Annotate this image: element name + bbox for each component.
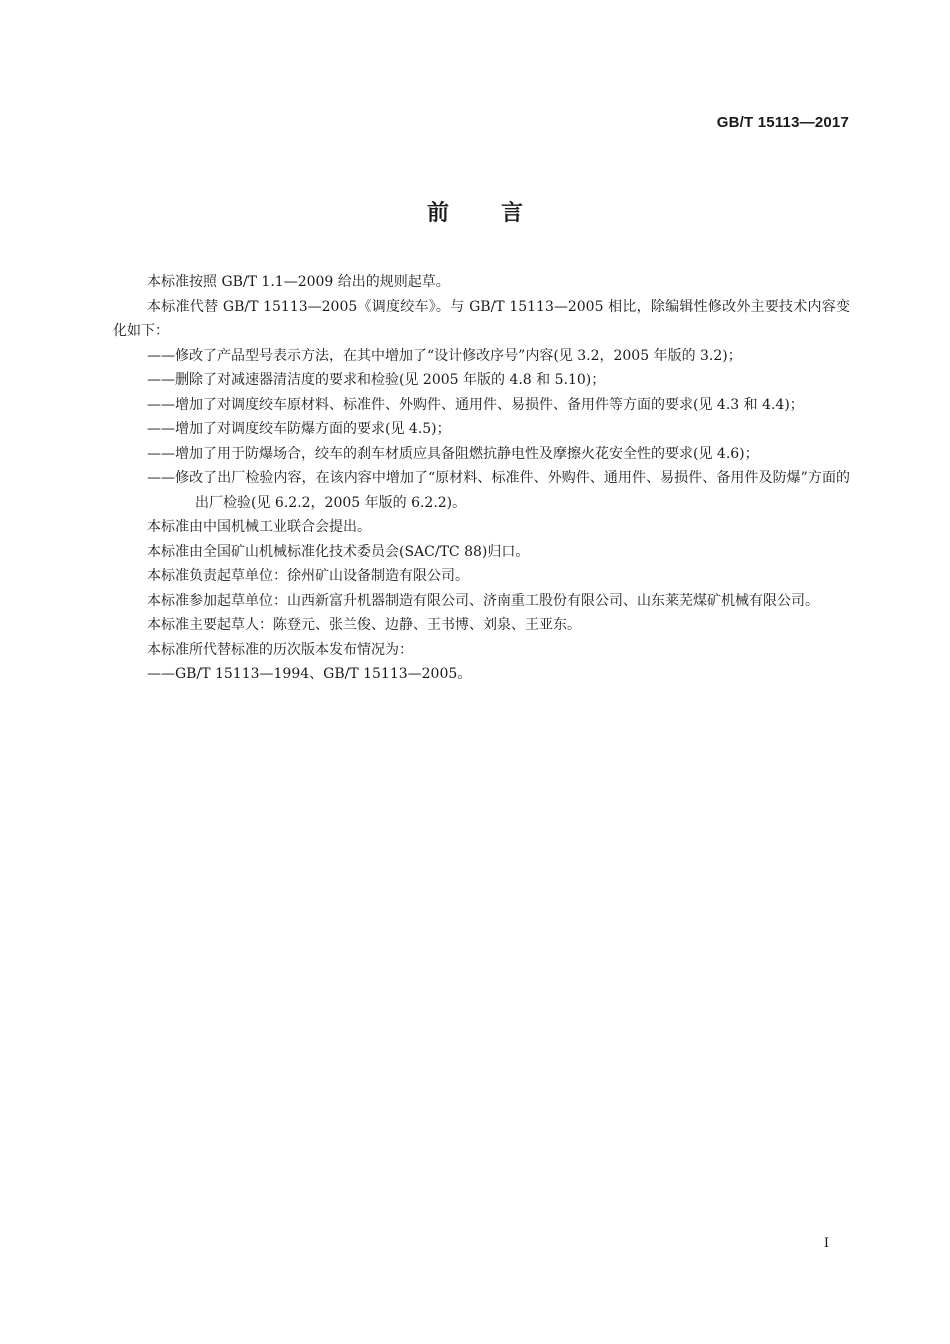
paragraph: 本标准负责起草单位：徐州矿山设备制造有限公司。 — [147, 568, 469, 584]
paragraph: 本标准代替 GB/T 15113—2005《调度绞车》。与 GB/T 15113—2005 相比，除编辑性修改外主要技术内容变化如下： — [113, 298, 850, 339]
paragraph: 本标准按照 GB/T 1.1—2009 给出的规则起草。 — [147, 274, 450, 290]
history-item: ——GB/T 15113—1994、GB/T 15113—2005。 — [147, 666, 472, 682]
change-item: ——删除了对减速器清洁度的要求和检验(见 2005 年版的 4.8 和 5.10)； — [147, 372, 606, 388]
change-item: ——增加了对调度绞车防爆方面的要求(见 4.5)； — [147, 421, 451, 437]
change-item: ——修改了出厂检验内容，在该内容中增加了“原材料、标准件、外购件、通用件、易损件、备用件及防爆”方面的出厂检验(见 6.2.2，2005 年版的 6.2.2)。 — [147, 470, 850, 511]
paragraph: 本标准主要起草人：陈登元、张兰俊、边静、王书博、刘泉、王亚东。 — [147, 617, 581, 633]
foreword-body — [113, 270, 850, 687]
paragraph: 本标准由全国矿山机械标准化技术委员会(SAC/TC 88)归口。 — [147, 543, 530, 560]
page-title — [0, 196, 950, 227]
title-char-2: 言 — [501, 201, 524, 226]
page-number: I — [823, 1236, 829, 1251]
change-item: ——修改了产品型号表示方法，在其中增加了“设计修改序号”内容(见 3.2，2005 年版的 3.2)； — [147, 347, 742, 364]
title-char-1: 前 — [426, 201, 449, 226]
paragraph: 本标准由中国机械工业联合会提出。 — [147, 519, 371, 535]
paragraph: 本标准所代替标准的历次版本发布情况为： — [147, 641, 413, 658]
change-item: ——增加了对调度绞车原材料、标准件、外购件、通用件、易损件、备用件等方面的要求(见 4.3 和 4.4)； — [147, 396, 804, 413]
standard-number: GB/T 15113—2017 — [716, 114, 849, 131]
paragraph: 本标准参加起草单位：山西新富升机器制造有限公司、济南重工股份有限公司、山东莱芜煤矿机械有限公司。 — [147, 592, 819, 609]
change-item: ——增加了用于防爆场合，绞车的刹车材质应具备阻燃抗静电性及摩擦火花安全性的要求(见 4.6)； — [147, 445, 759, 462]
